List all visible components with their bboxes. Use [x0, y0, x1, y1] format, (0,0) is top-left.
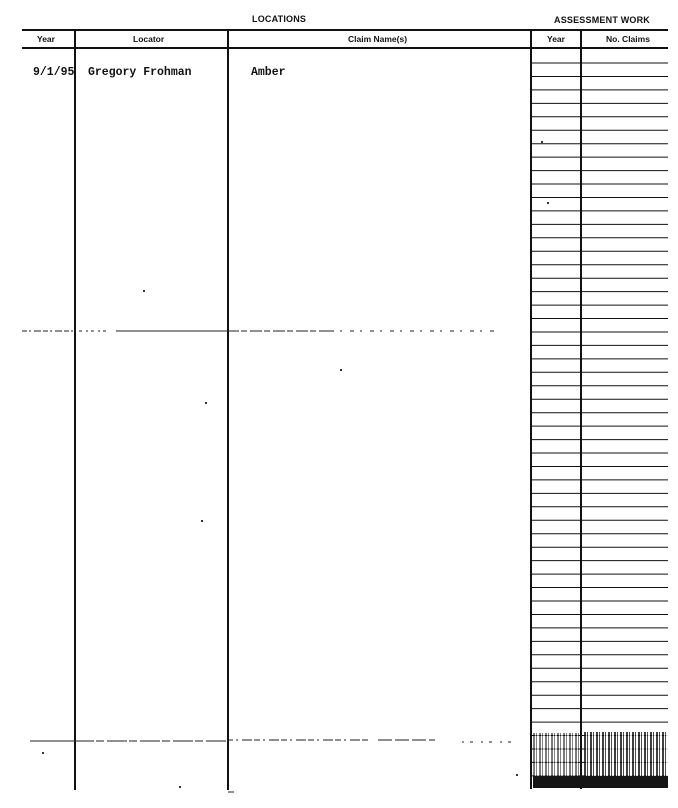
column-header-locator: Locator [133, 34, 165, 44]
scan-speck [201, 520, 203, 522]
scan-noise [533, 776, 668, 788]
scan-speck [205, 402, 207, 404]
entry-locator: Gregory Frohman [88, 66, 192, 79]
locations-header: LOCATIONS [252, 14, 307, 24]
column-header-assessment-year: Year [547, 34, 565, 44]
entry-year: 9/1/95 [33, 66, 74, 79]
entry-claim-name: Amber [251, 66, 286, 79]
scan-noise [584, 732, 668, 776]
scan-noise [533, 733, 579, 777]
column-header-year: Year [37, 34, 55, 44]
scan-speck [541, 141, 543, 143]
scan-speck [516, 774, 518, 776]
column-header-no-claims: No. Claims [606, 34, 650, 44]
column-header-claim-names: Claim Name(s) [348, 34, 408, 44]
scan-speck [179, 786, 181, 788]
scan-speck [340, 369, 342, 371]
scan-speck [143, 290, 145, 292]
scan-speck [42, 752, 44, 754]
assessment-work-header: ASSESSMENT WORK [554, 15, 651, 25]
scan-speck [547, 202, 549, 204]
